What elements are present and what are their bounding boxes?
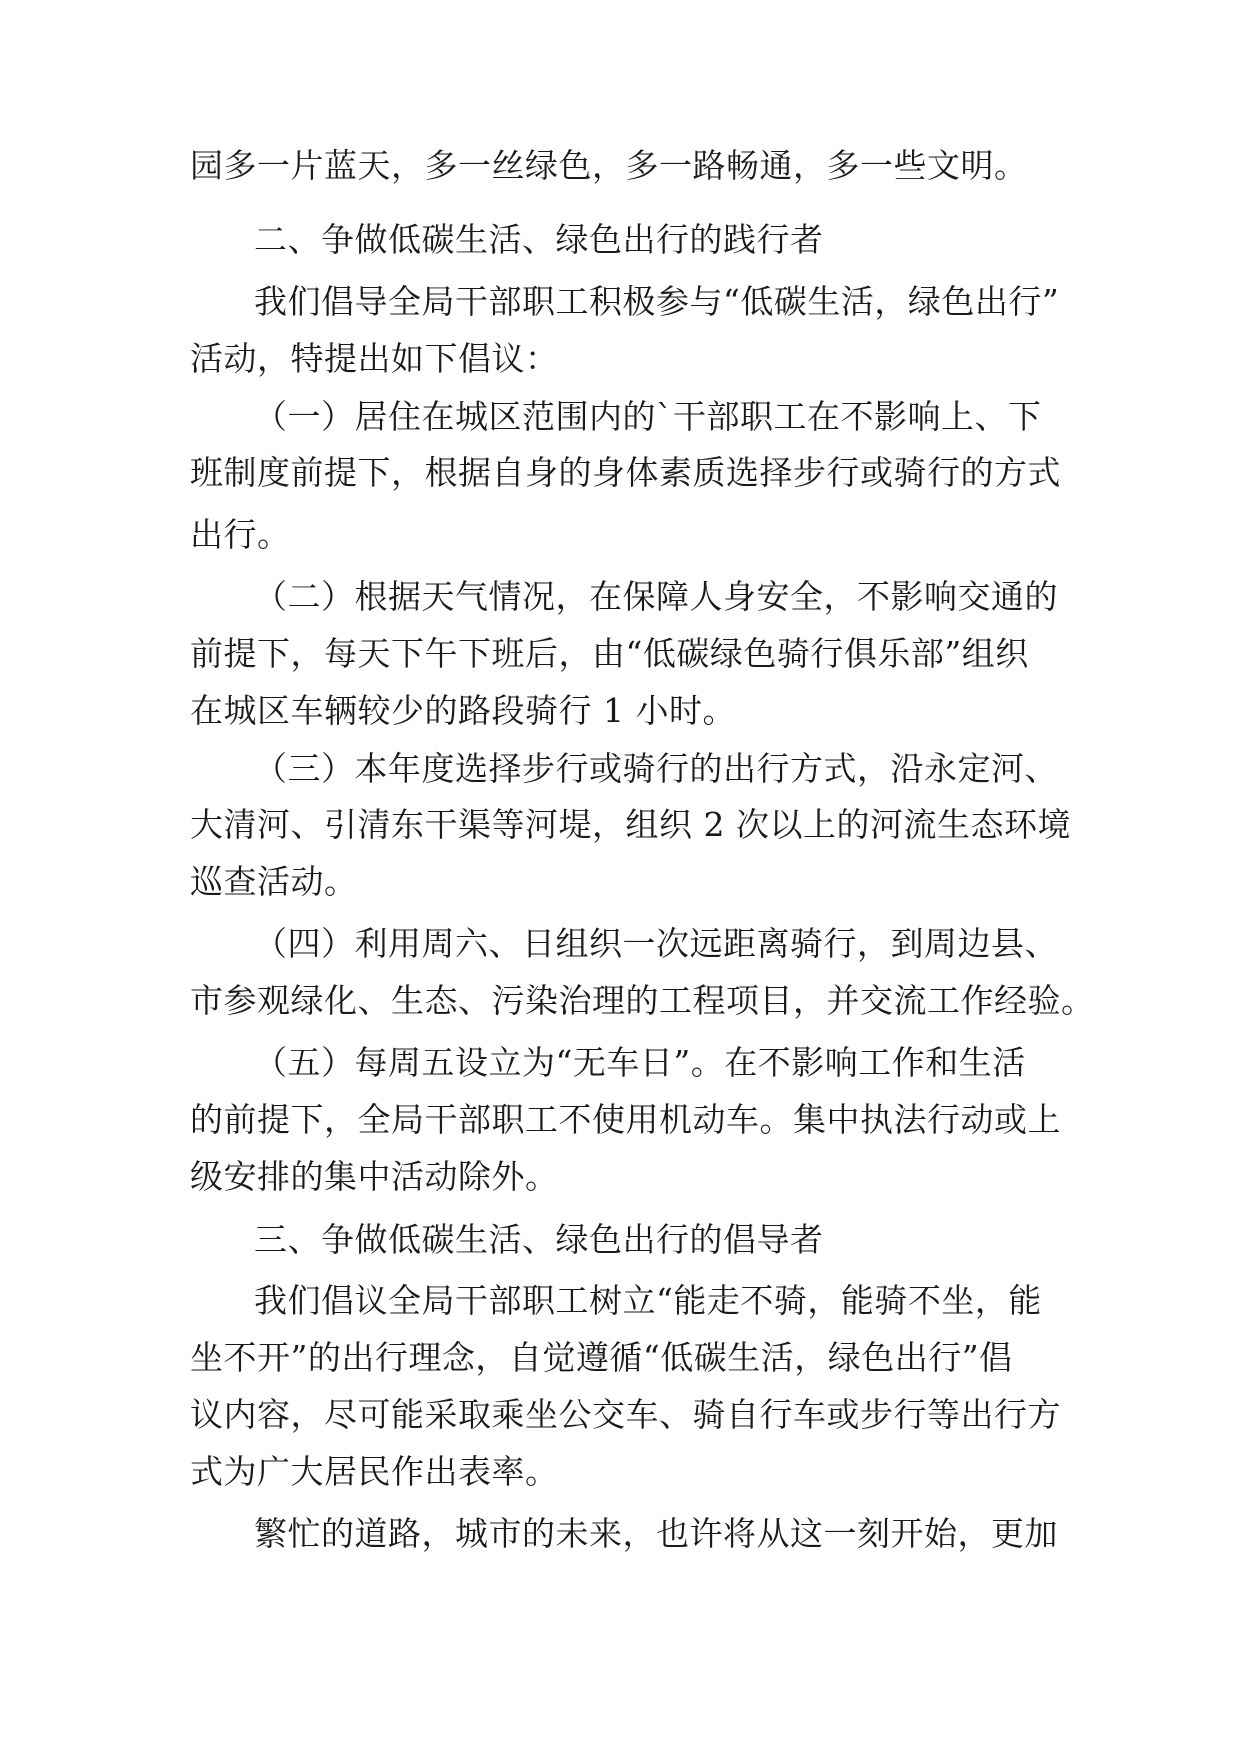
text-line [0, 795, 1241, 855]
text-line [0, 136, 1241, 196]
text-line-content: 前提下，每天下午下班后，由“低碳绿色骑行俱乐部”组织 [190, 634, 1029, 673]
text-line [0, 1385, 1241, 1445]
text-line-content: 班制度前提下，根据自身的身体素质选择步行或骑行的方式 [190, 453, 1061, 492]
text-line-content: 在城区车辆较少的路段骑行 1 小时。 [190, 691, 736, 730]
text-line-content: 园多一片蓝天，多一丝绿色，多一路畅通，多一些文明。 [190, 146, 1028, 185]
text-line-content: 坐不开”的出行理念，自觉遵循“低碳生活，绿色出行”倡 [190, 1338, 1013, 1377]
text-line [0, 505, 1241, 565]
text-line [0, 1090, 1241, 1150]
text-line-content: （三）本年度选择步行或骑行的出行方式，沿永定河、 [254, 749, 1058, 788]
text-line-content: （一）居住在城区范围内的`干部职工在不影响上、下 [254, 397, 1042, 436]
text-line [0, 1442, 1241, 1502]
text-line [0, 443, 1241, 503]
text-line-content: 出行。 [190, 515, 291, 554]
text-line [0, 624, 1241, 684]
section-heading-text: 二、争做低碳生活、绿色出行的践行者 [254, 220, 824, 259]
text-line-content: 巡查活动。 [190, 862, 358, 901]
text-line [0, 739, 1241, 799]
text-line-content: 繁忙的道路，城市的未来，也许将从这一刻开始，更加 [254, 1514, 1058, 1553]
text-line [0, 272, 1241, 332]
text-line [0, 387, 1241, 447]
text-line-content: 级安排的集中活动除外。 [190, 1157, 559, 1196]
text-line-content: 式为广大居民作出表率。 [190, 1452, 559, 1491]
text-line-content: 市参观绿化、生态、污染治理的工程项目，并交流工作经验。 [190, 981, 1095, 1020]
text-line-content: 议内容，尽可能采取乘坐公交车、骑自行车或步行等出行方 [190, 1395, 1061, 1434]
section-heading [0, 1210, 1241, 1270]
text-line-content: 的前提下，全局干部职工不使用机动车。集中执法行动或上 [190, 1100, 1061, 1139]
text-line [0, 1328, 1241, 1388]
text-line-content: 大清河、引清东干渠等河堤，组织 2 次以上的河流生态环境 [190, 805, 1071, 844]
text-line-content: 我们倡导全局干部职工积极参与“低碳生活，绿色出行” [254, 282, 1060, 321]
text-line [0, 914, 1241, 974]
text-line [0, 1147, 1241, 1207]
text-line [0, 329, 1241, 389]
section-heading [0, 210, 1241, 270]
text-line [0, 1033, 1241, 1093]
text-line [0, 1504, 1241, 1564]
text-line-content: （二）根据天气情况，在保障人身安全，不影响交通的 [254, 577, 1058, 616]
text-line [0, 567, 1241, 627]
text-line-content: 活动，特提出如下倡议： [190, 339, 559, 378]
text-line-content: 我们倡议全局干部职工树立“能走不骑，能骑不坐，能 [254, 1281, 1042, 1320]
text-line [0, 971, 1241, 1031]
section-heading-text: 三、争做低碳生活、绿色出行的倡导者 [254, 1220, 824, 1259]
text-line-content: （五）每周五设立为“无车日”。在不影响工作和生活 [254, 1043, 1026, 1082]
text-line [0, 681, 1241, 741]
text-line [0, 1271, 1241, 1331]
text-line [0, 852, 1241, 912]
text-line-content: （四）利用周六、日组织一次远距离骑行，到周边县、 [254, 924, 1058, 963]
